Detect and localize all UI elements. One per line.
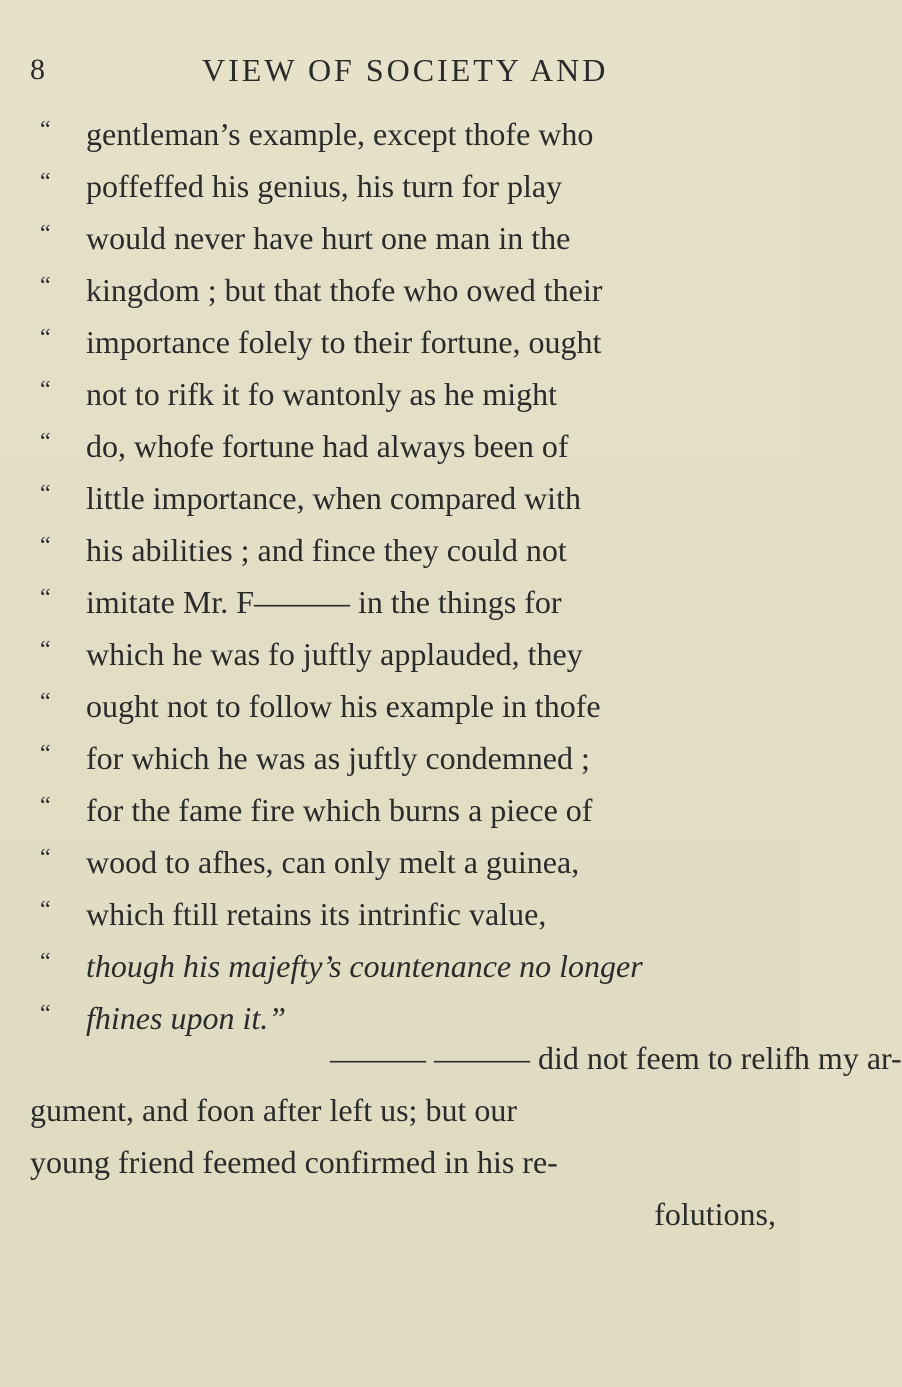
catchword: folutions, [654,1196,776,1232]
quote-line-text: ought not to follow his example in thofe [86,688,601,724]
quote-line-text: not to rifk it fo wantonly as he might [86,376,558,412]
quote-line [40,472,780,524]
paragraph-line: gument, and foon after left us; but our [30,1092,517,1128]
quote-mark: “ [40,221,51,247]
quote-mark: “ [40,429,51,455]
quote-line [40,420,780,472]
quote-mark: “ [40,377,51,403]
quote-mark: “ [40,585,51,611]
page-number: 8 [30,53,45,86]
quote-line [40,264,780,316]
quote-line-text: importance folely to their fortune, ought [86,324,602,360]
quote-line-text: gentleman’s example, except thofe who [86,116,594,152]
quote-mark: “ [40,533,51,559]
quote-mark: “ [40,793,51,819]
quote-mark: “ [40,637,51,663]
quote-mark: “ [40,741,51,767]
quote-line-text: his abilities ; and fince they could not [86,532,567,568]
quote-line [40,784,780,836]
quote-line [40,212,780,264]
quote-mark: “ [40,897,51,923]
quote-line-text: for the fame fire which burns a piece of [86,792,593,828]
quote-line-text-italic: though his majefty’s countenance no longer [86,948,643,984]
quote-line [40,836,780,888]
quote-line-text: which ftill retains its intrinfic value, [86,896,547,932]
quote-line-text: which he was fo juftly applauded, they [86,636,583,672]
quotation-block [40,108,780,1044]
quote-mark: “ [40,117,51,143]
quote-line [40,940,780,992]
quote-line [40,628,780,680]
running-head: VIEW OF SOCIETY AND [202,52,609,88]
quote-line-text: kingdom ; but that thofe who owed their [86,272,603,308]
paragraph-line: young friend feemed confirmed in his re- [30,1144,558,1180]
quote-line-text: imitate Mr. F——— in the things for [86,584,562,620]
quote-mark: “ [40,949,51,975]
quote-line-text: for which he was as juftly condemned ; [86,740,590,776]
quote-line [40,368,780,420]
quote-line [40,524,780,576]
quote-mark: “ [40,689,51,715]
quote-mark: “ [40,169,51,195]
quote-line-text-italic: fhines upon it.” [86,1000,287,1036]
quote-line-text: little importance, when compared with [86,480,581,516]
quote-mark: “ [40,273,51,299]
body-paragraph [30,1032,902,1240]
quote-line-text: would never have hurt one man in the [86,220,571,256]
quote-line-text: poffeffed his genius, his turn for play [86,168,563,204]
quote-mark: “ [40,325,51,351]
quote-line [40,160,780,212]
quote-mark: “ [40,1001,51,1027]
quote-mark: “ [40,481,51,507]
quote-line [40,680,780,732]
quote-line [40,732,780,784]
quote-line [40,576,780,628]
quote-line [40,108,780,160]
quote-line-text: wood to afhes, can only melt a guinea, [86,844,580,880]
quote-line-text: do, whofe fortune had always been of [86,428,569,464]
paragraph-line: ——— ——— did not feem to relifh my ar- [330,1040,902,1076]
quote-line [40,888,780,940]
quote-line [40,316,780,368]
quote-mark: “ [40,845,51,871]
